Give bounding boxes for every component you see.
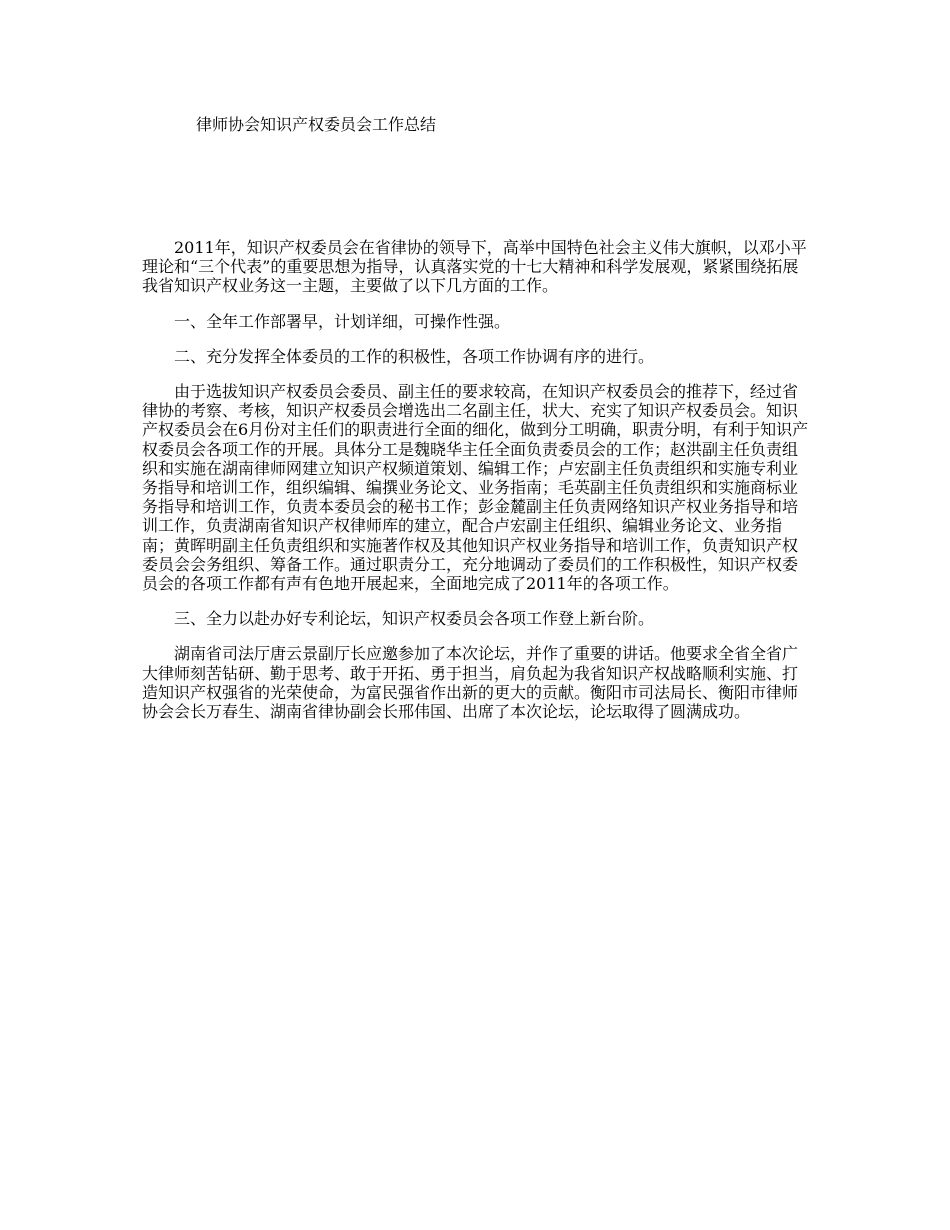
section-heading-1: 一、全年工作部署早，计划详细，可操作性强。 (174, 311, 511, 331)
document-title: 律师协会知识产权委员会工作总结 (196, 115, 437, 134)
paragraph-division-of-duties: 由于选拔知识产权委员会委员、副主任的要求较高，在知识产权委员会的推荐下，经过省律协的考察、考核，知识产权委员会增选出二名副主任，状大、充实了知识产权委员会。知识产权委员会在6月份对主任们的职责进行全面的细化，做到分工明确，职责分明，有利于知识产权委员会各项工作的开展。具体分工是魏晓华主任全面负责委员会的工作；赵洪副主任负责组织和实施在湖南律师网建立知识产权频道策划、编辑工作；卢宏副主任负责组织和实施专利业务指导和培训工作，组织编辑、编撰业务论文、业务指南；毛英副主任负责组织和实施商标业务指导和培训工作，负责本委员会的秘书工作；彭金麓副主任负责网络知识产权业务指导和培训工作，负责湖南省知识产权律师库的建立，配合卢宏副主任组织、编辑业务论文、业务指南；黄晖明副主任负责组织和实施著作权及其他知识产权业务指导和培训工作，负责知识产权委员会会务组织、筹备工作。通过职责分工，充分地调动了委员们的工作积极性，知识产权委员会的各项工作都有声有色地开展起来，全面地完成了2011年的各项工作。 (142, 382, 809, 594)
section-heading-2: 二、充分发挥全体委员的工作的积极性，各项工作协调有序的进行。 (174, 346, 655, 366)
paragraph-intro: 2011年，知识产权委员会在省律协的领导下，高举中国特色社会主义伟大旗帜，以邓小平理论和“三个代表”的重要思想为指导，认真落实党的十七大精神和科学发展观，紧紧围绕拓展我省知识产权业务这一主题，主要做了以下几方面的工作。 (142, 238, 807, 296)
paragraph-forum: 湖南省司法厅唐云景副厅长应邀参加了本次论坛，并作了重要的讲话。他要求全省全省广大律师刻苦钻研、勤于思考、敢于开拓、勇于担当，肩负起为我省知识产权战略顺利实施、打造知识产权强省的光荣使命，为富民强省作出新的更大的贡献。衡阳市司法局长、衡阳市律师协会会长万春生、湖南省律协副会长邢伟国、出席了本次论坛，论坛取得了圆满成功。 (142, 644, 799, 722)
document-body (142, 238, 812, 737)
section-heading-3: 三、全力以赴办好专利论坛，知识产权委员会各项工作登上新台阶。 (174, 609, 655, 629)
